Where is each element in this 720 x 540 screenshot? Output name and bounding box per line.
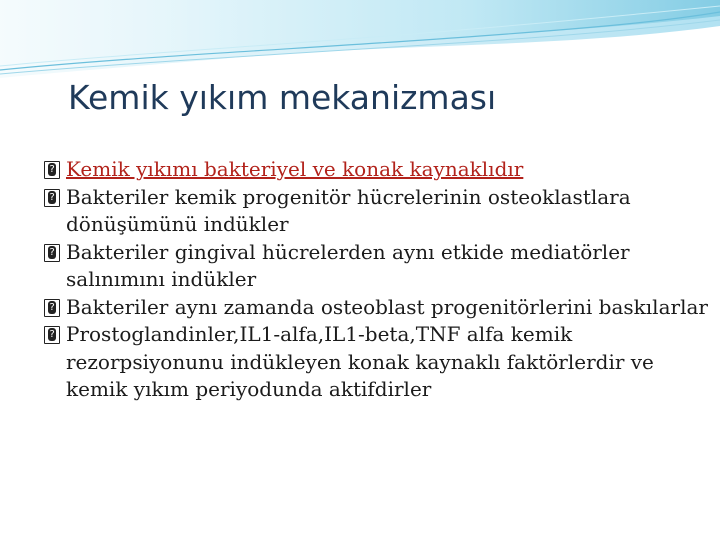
missing-glyph-box-icon [44,326,60,344]
bullet-text: Bakteriler kemik progenitör hücrelerinin osteoklastlara dönüşümünü indükler [66,184,631,236]
bullet-item [44,294,714,322]
bullet-item [44,321,714,404]
missing-glyph-box-icon [44,299,60,317]
bullet-list [44,156,714,404]
bullet-item [44,239,714,294]
missing-glyph-box-icon [44,189,60,207]
bullet-item [44,156,714,184]
missing-glyph-box-icon [44,161,60,179]
bullet-text: Prostoglandinler,IL1-alfa,IL1-beta,TNF alfa kemik rezorpsiyonunu indükleyen konak kaynaklı faktörlerdir ve kemik yıkım periyodunda aktifdirler [66,322,654,401]
bullet-text: Bakteriler aynı zamanda osteoblast progenitörlerini baskılarlar [66,294,708,319]
bullet-text: Bakteriler gingival hücrelerden aynı etkide mediatörler salınımını indükler [66,239,630,291]
bullet-text: Kemik yıkımı bakteriyel ve konak kaynaklıdır [66,157,524,181]
slide-title: Kemik yıkım mekanizması [68,78,497,117]
missing-glyph-box-icon [44,244,60,262]
bullet-item [44,184,714,239]
header-wave-decoration [0,0,720,80]
